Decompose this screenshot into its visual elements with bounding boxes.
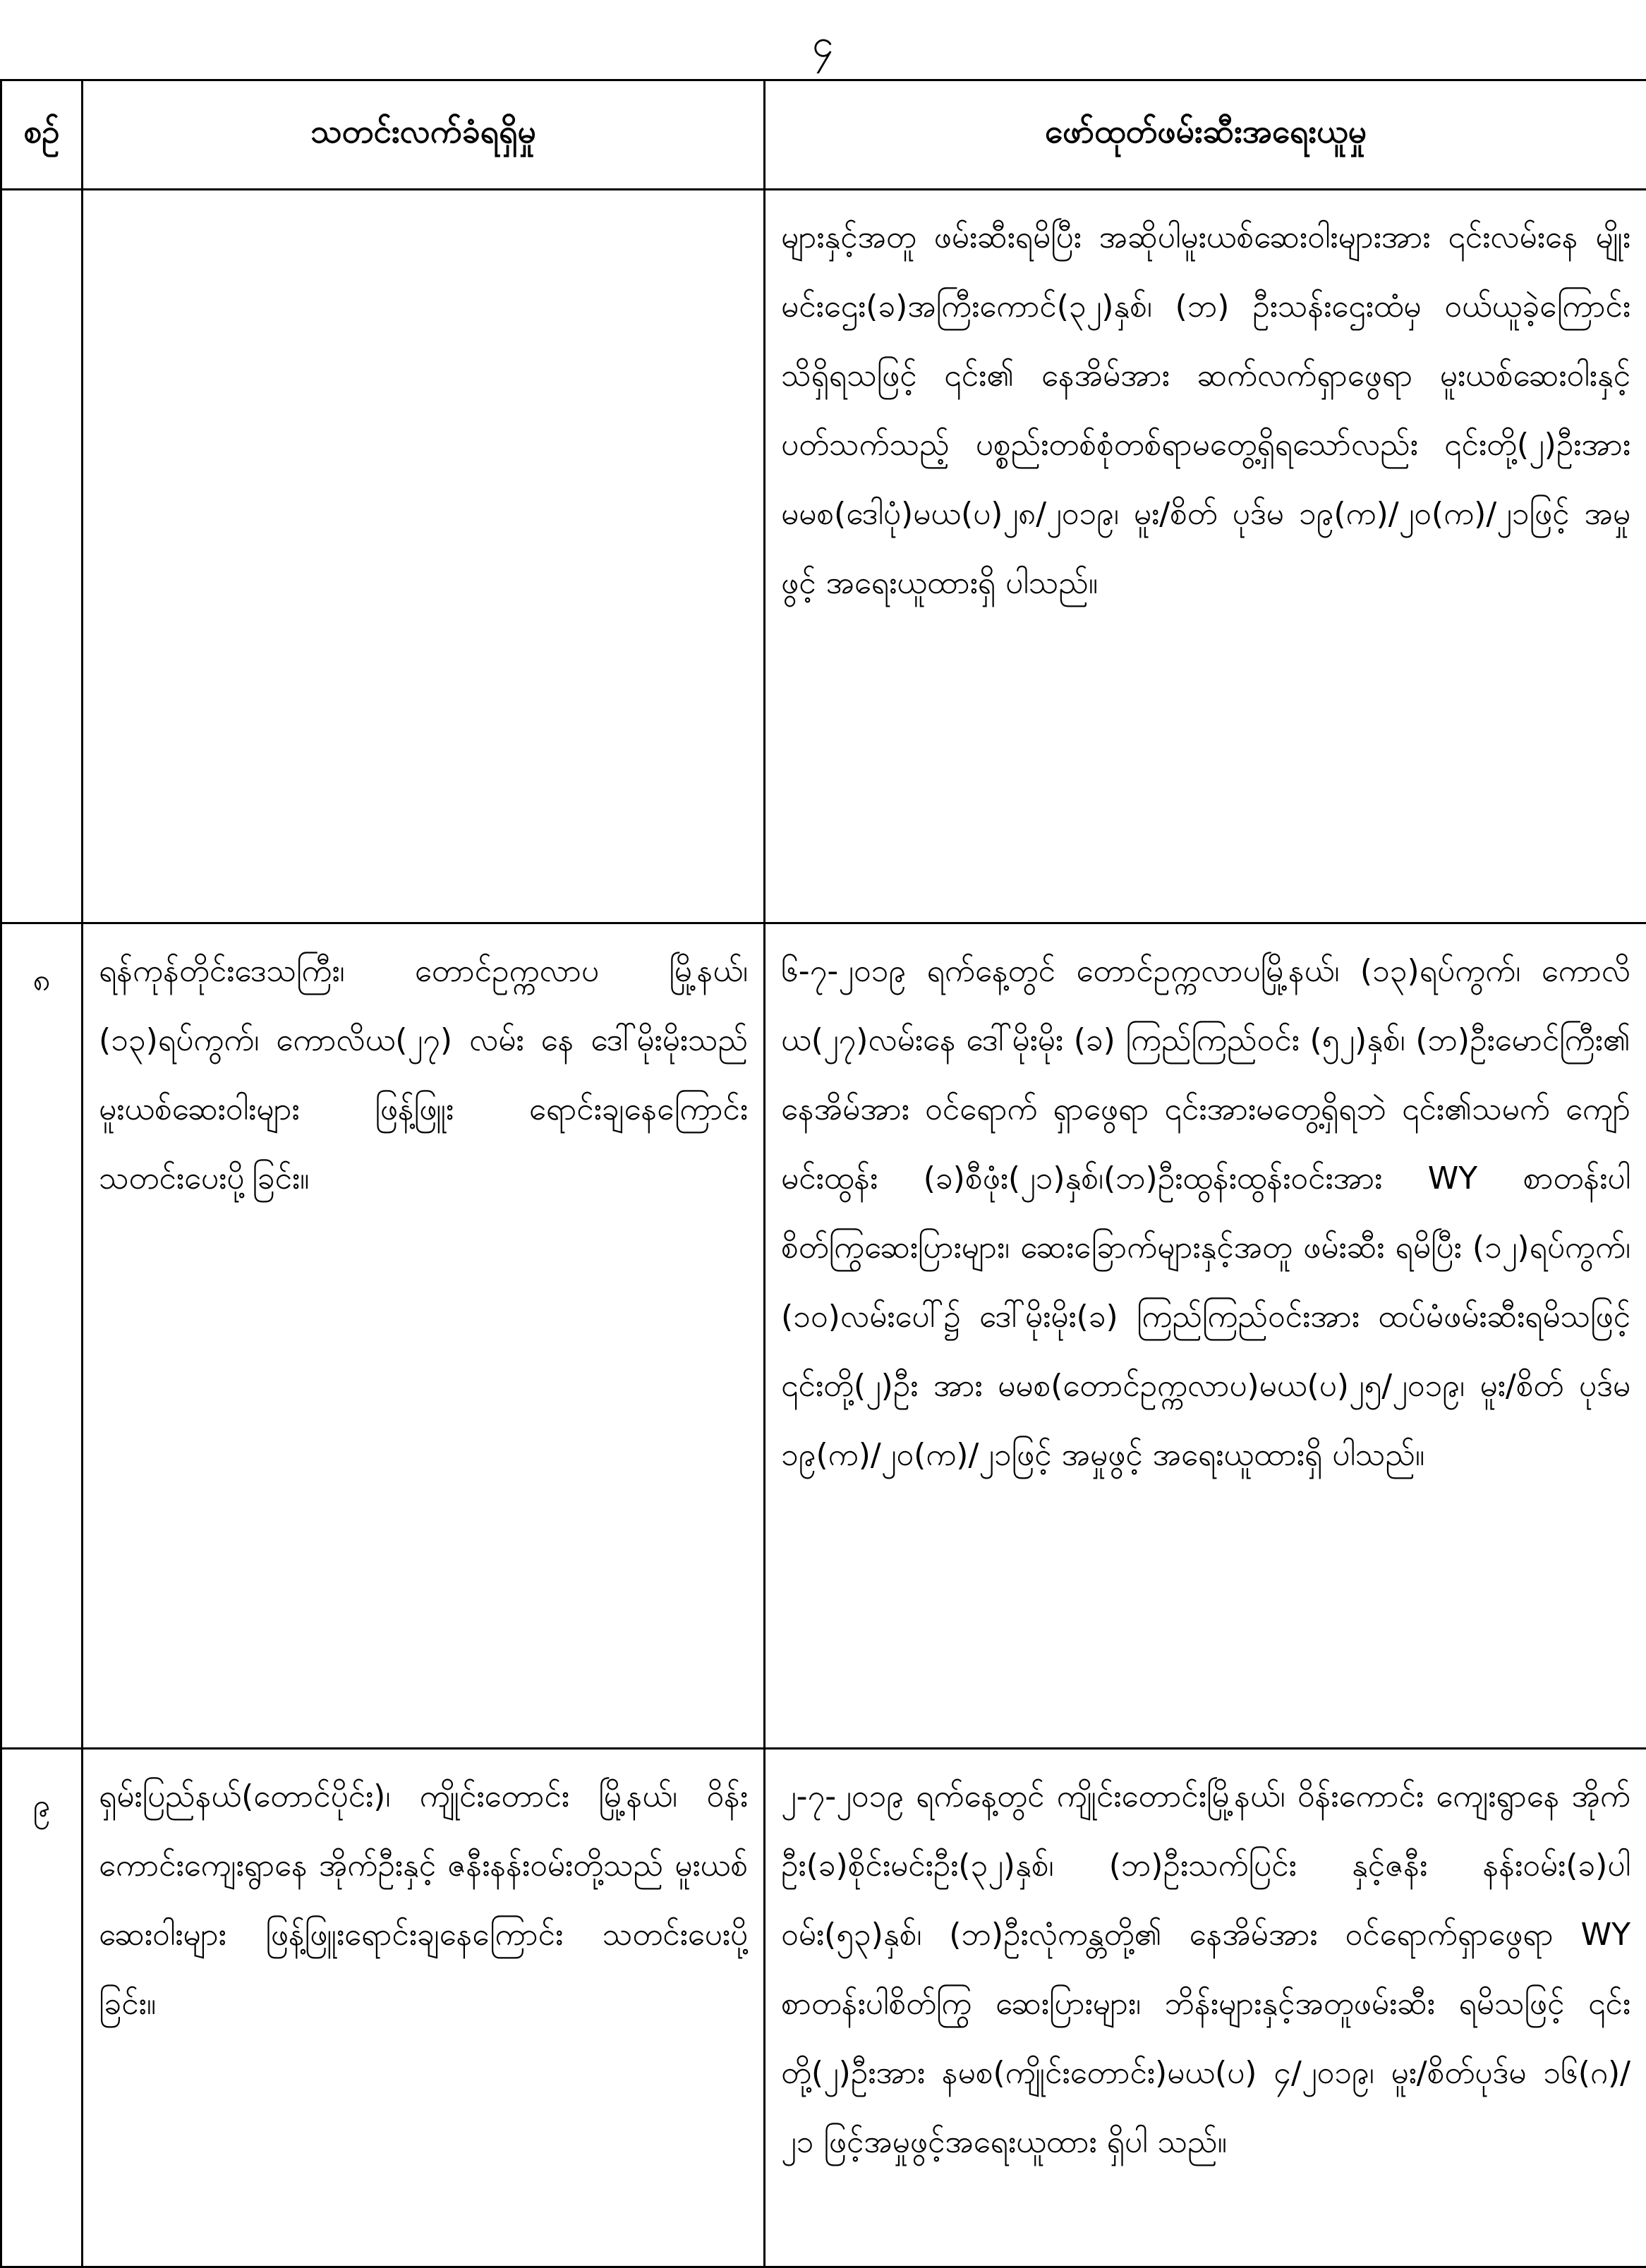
header-action-taken: ဖော်ထုတ်ဖမ်းဆီးအရေးယူမှု (765, 80, 1646, 190)
serial-no-cell: ၉ (1, 1749, 83, 2267)
information-cell (83, 190, 765, 923)
table-row (1, 923, 1646, 1749)
enforcement-table (0, 79, 1646, 2268)
serial-no-cell (1, 190, 83, 923)
action-cell: ၆-၇-၂၀၁၉ ရက်နေ့တွင် တောင်ဥက္ကလာပမြို့နယ်၊ (၁၃)ရပ်ကွက်၊ ကောလိယ(၂၇)လမ်းနေ ဒေါ်မိုးမိုး (ခ) ကြည်ကြည်ဝင်း (၅၂)နှစ်၊ (ဘ)ဦးမောင်ကြီး၏ နေအိမ်အား ဝင်ရောက် ရှာဖွေရာ ၎င်းအားမတွေ့ရှိရဘဲ ၎င်း၏သမက် ကျော်မင်းထွန်း (ခ)စီဖုံး(၂၁)နှစ်၊(ဘ)ဦးထွန်းထွန်းဝင်းအား WY စာတန်းပါ စိတ်ကြွဆေးပြားများ၊ ဆေးခြောက်များနှင့်အတူ ဖမ်းဆီး ရမိပြီး (၁၂)ရပ်ကွက်၊(၁၀)လမ်းပေါ်၌ ဒေါ်မိုးမိုး(ခ) ကြည်ကြည်ဝင်းအား ထပ်မံဖမ်းဆီးရမိသဖြင့် ၎င်းတို့(၂)ဦး အား မမစ(တောင်ဥက္ကလာပ)မယ(ပ)၂၅/၂၀၁၉၊ မူး/စိတ် ပုဒ်မ ၁၉(က)/၂၀(က)/၂၁ဖြင့် အမှုဖွင့် အရေးယူထားရှိ ပါသည်။ (765, 923, 1646, 1749)
information-cell: ရှမ်းပြည်နယ်(တောင်ပိုင်း)၊ ကျိုင်းတောင်း မြို့နယ်၊ ဝိန်းကောင်းကျေးရွာနေ အိုက်ဦးနှင့် ဇနီးနန်းဝမ်းတို့သည် မူးယစ်ဆေးဝါးများ ဖြန့်ဖြူးရောင်းချနေကြောင်း သတင်းပေးပို့ခြင်း။ (83, 1749, 765, 2267)
serial-no-cell: ၈ (1, 923, 83, 1749)
header-information-received: သတင်းလက်ခံရရှိမှု (83, 80, 765, 190)
action-cell: ၂-၇-၂၀၁၉ ရက်နေ့တွင် ကျိုင်းတောင်းမြို့နယ်၊ ဝိန်းကောင်း ကျေးရွာနေ အိုက်ဦး(ခ)စိုင်းမင်းဦး(၃၂)နှစ်၊ (ဘ)ဦးသက်ပြင်း နှင့်ဇနီး နန်းဝမ်း(ခ)ပါဝမ်း(၅၃)နှစ်၊ (ဘ)ဦးလုံကန္တတို့၏ နေအိမ်အား ဝင်ရောက်ရှာဖွေရာ WY စာတန်းပါစိတ်ကြွ ဆေးပြားများ၊ ဘိန်းများနှင့်အတူဖမ်းဆီး ရမိသဖြင့် ၎င်းတို့(၂)ဦးအား နမစ(ကျိုင်းတောင်း)မယ(ပ) ၄/၂၀၁၉၊ မူး/စိတ်ပုဒ်မ ၁၆(ဂ)/၂၁ ဖြင့်အမှုဖွင့်အရေးယူထား ရှိပါ သည်။ (765, 1749, 1646, 2267)
table-row (1, 1749, 1646, 2267)
header-serial-no: စဉ် (1, 80, 83, 190)
action-cell: များနှင့်အတူ ဖမ်းဆီးရမိပြီး အဆိုပါမူးယစ်ဆေးဝါးများအား ၎င်းလမ်းနေ မျိုးမင်းဌေး(ခ)အကြီးကောင်(၃၂)နှစ်၊ (ဘ) ဦးသန်းဌေးထံမှ ဝယ်ယူခဲ့ကြောင်း သိရှိရသဖြင့် ၎င်း၏ နေအိမ်အား ဆက်လက်ရှာဖွေရာ မူးယစ်ဆေးဝါးနှင့် ပတ်သက်သည့် ပစ္စည်းတစ်စုံတစ်ရာမတွေ့ရှိရသော်လည်း ၎င်းတို့(၂)ဦးအားမမစ(ဒေါပုံ)မယ(ပ)၂၈/၂၀၁၉၊ မူး/စိတ် ပုဒ်မ ၁၉(က)/၂၀(က)/၂၁ဖြင့် အမှုဖွင့် အရေးယူထားရှိ ပါသည်။ (765, 190, 1646, 923)
information-cell: ရန်ကုန်တိုင်းဒေသကြီး၊ တောင်ဥက္ကလာပ မြို့နယ်၊ (၁၃)ရပ်ကွက်၊ ကောလိယ(၂၇) လမ်း နေ ဒေါ်မိုးမိုးသည် မူးယစ်ဆေးဝါးများ ဖြန့်ဖြူး ရောင်းချနေကြောင်း သတင်းပေးပို့ခြင်း။ (83, 923, 765, 1749)
table-header-row (1, 80, 1646, 190)
page-number: ၄ (812, 21, 834, 66)
table-row (1, 190, 1646, 923)
